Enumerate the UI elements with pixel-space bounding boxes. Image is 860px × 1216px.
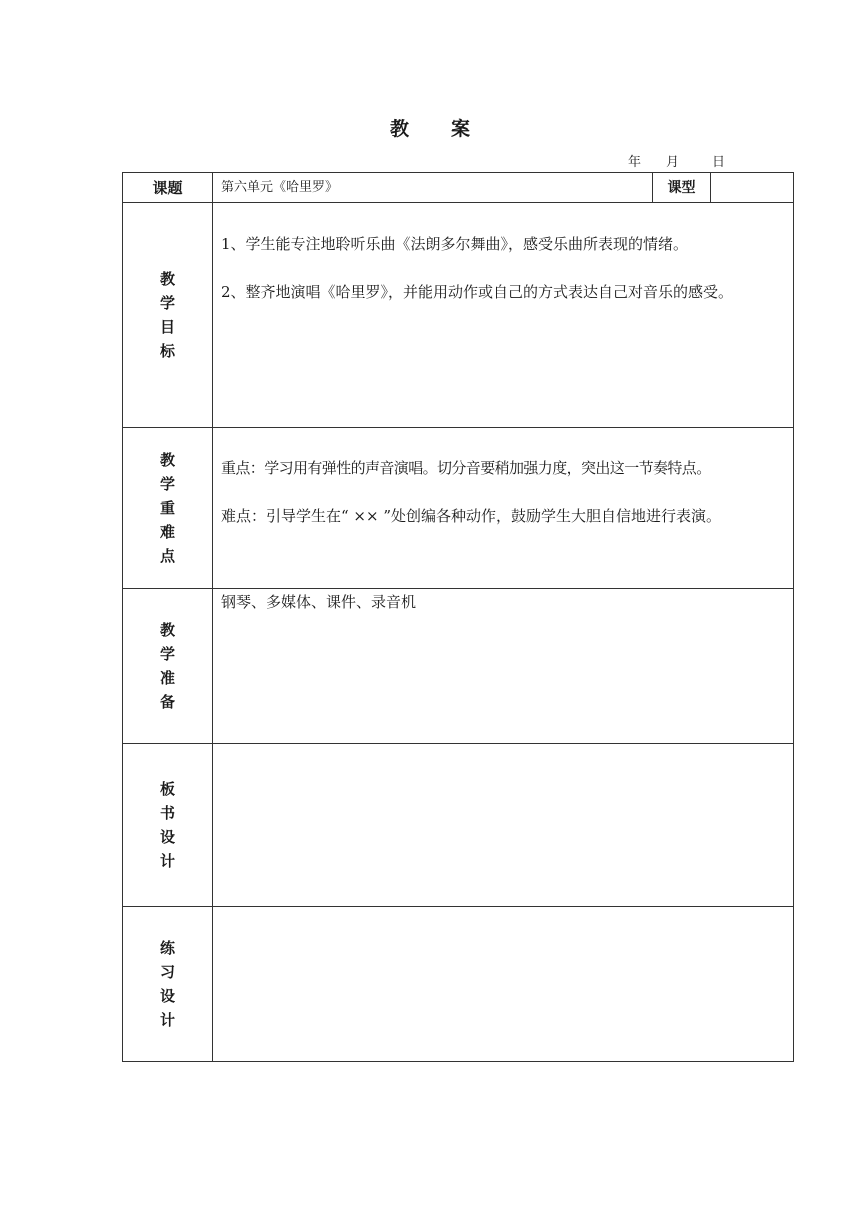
blackboard-design-row (123, 744, 794, 907)
blackboard-design-label-cell (123, 744, 213, 907)
lesson-type-label: 课型 (653, 173, 711, 203)
teaching-preparation-content (213, 589, 794, 744)
teaching-preparation-label: 教学准备 (159, 621, 175, 711)
teaching-goals-label-cell (123, 203, 213, 428)
topic-label: 课题 (123, 173, 213, 203)
key-difficult-points-label: 教学重难点 (159, 451, 175, 565)
exercise-design-label: 练习设计 (159, 939, 175, 1029)
date-year-label: 年 (628, 155, 642, 170)
difficult-point-text: 难点：引导学生在“ ×× ”处创编各种动作，鼓励学生大胆自信地进行表演。 (221, 507, 722, 525)
teaching-goals-content (213, 203, 794, 428)
exercise-design-content (213, 907, 794, 1062)
exercise-design-label-cell (123, 907, 213, 1062)
teaching-goals-row (123, 203, 794, 428)
goal-item-2: 2、整齐地演唱《哈里罗》，并能用动作或自己的方式表达自己对音乐的感受。 (221, 283, 734, 301)
teaching-preparation-row (123, 589, 794, 744)
topic-row (123, 173, 794, 203)
title-char-plan: 案 (451, 118, 471, 140)
blackboard-design-content (213, 744, 794, 907)
topic-value: 第六单元《哈里罗》 (213, 173, 653, 203)
teaching-preparation-label-cell (123, 589, 213, 744)
goal-item-1: 1、学生能专注地聆听乐曲《法朗多尔舞曲》，感受乐曲所表现的情绪。 (221, 235, 689, 253)
key-difficult-points-label-cell (123, 428, 213, 589)
lesson-plan-table (122, 172, 794, 1062)
preparation-text: 钢琴、多媒体、课件、录音机 (221, 593, 417, 611)
document-title (0, 114, 860, 141)
date-day-label: 日 (712, 155, 726, 170)
lesson-type-value (711, 173, 794, 203)
key-point-text: 重点：学习用有弹性的声音演唱。切分音要稍加强力度，突出这一节奏特点。 (221, 459, 711, 477)
blackboard-design-label: 板书设计 (159, 780, 175, 870)
date-month-label: 月 (666, 155, 680, 170)
title-char-teach: 教 (389, 118, 409, 140)
key-difficult-points-row (123, 428, 794, 589)
exercise-design-row (123, 907, 794, 1062)
key-difficult-points-content (213, 428, 794, 589)
teaching-goals-label: 教学目标 (159, 270, 175, 360)
